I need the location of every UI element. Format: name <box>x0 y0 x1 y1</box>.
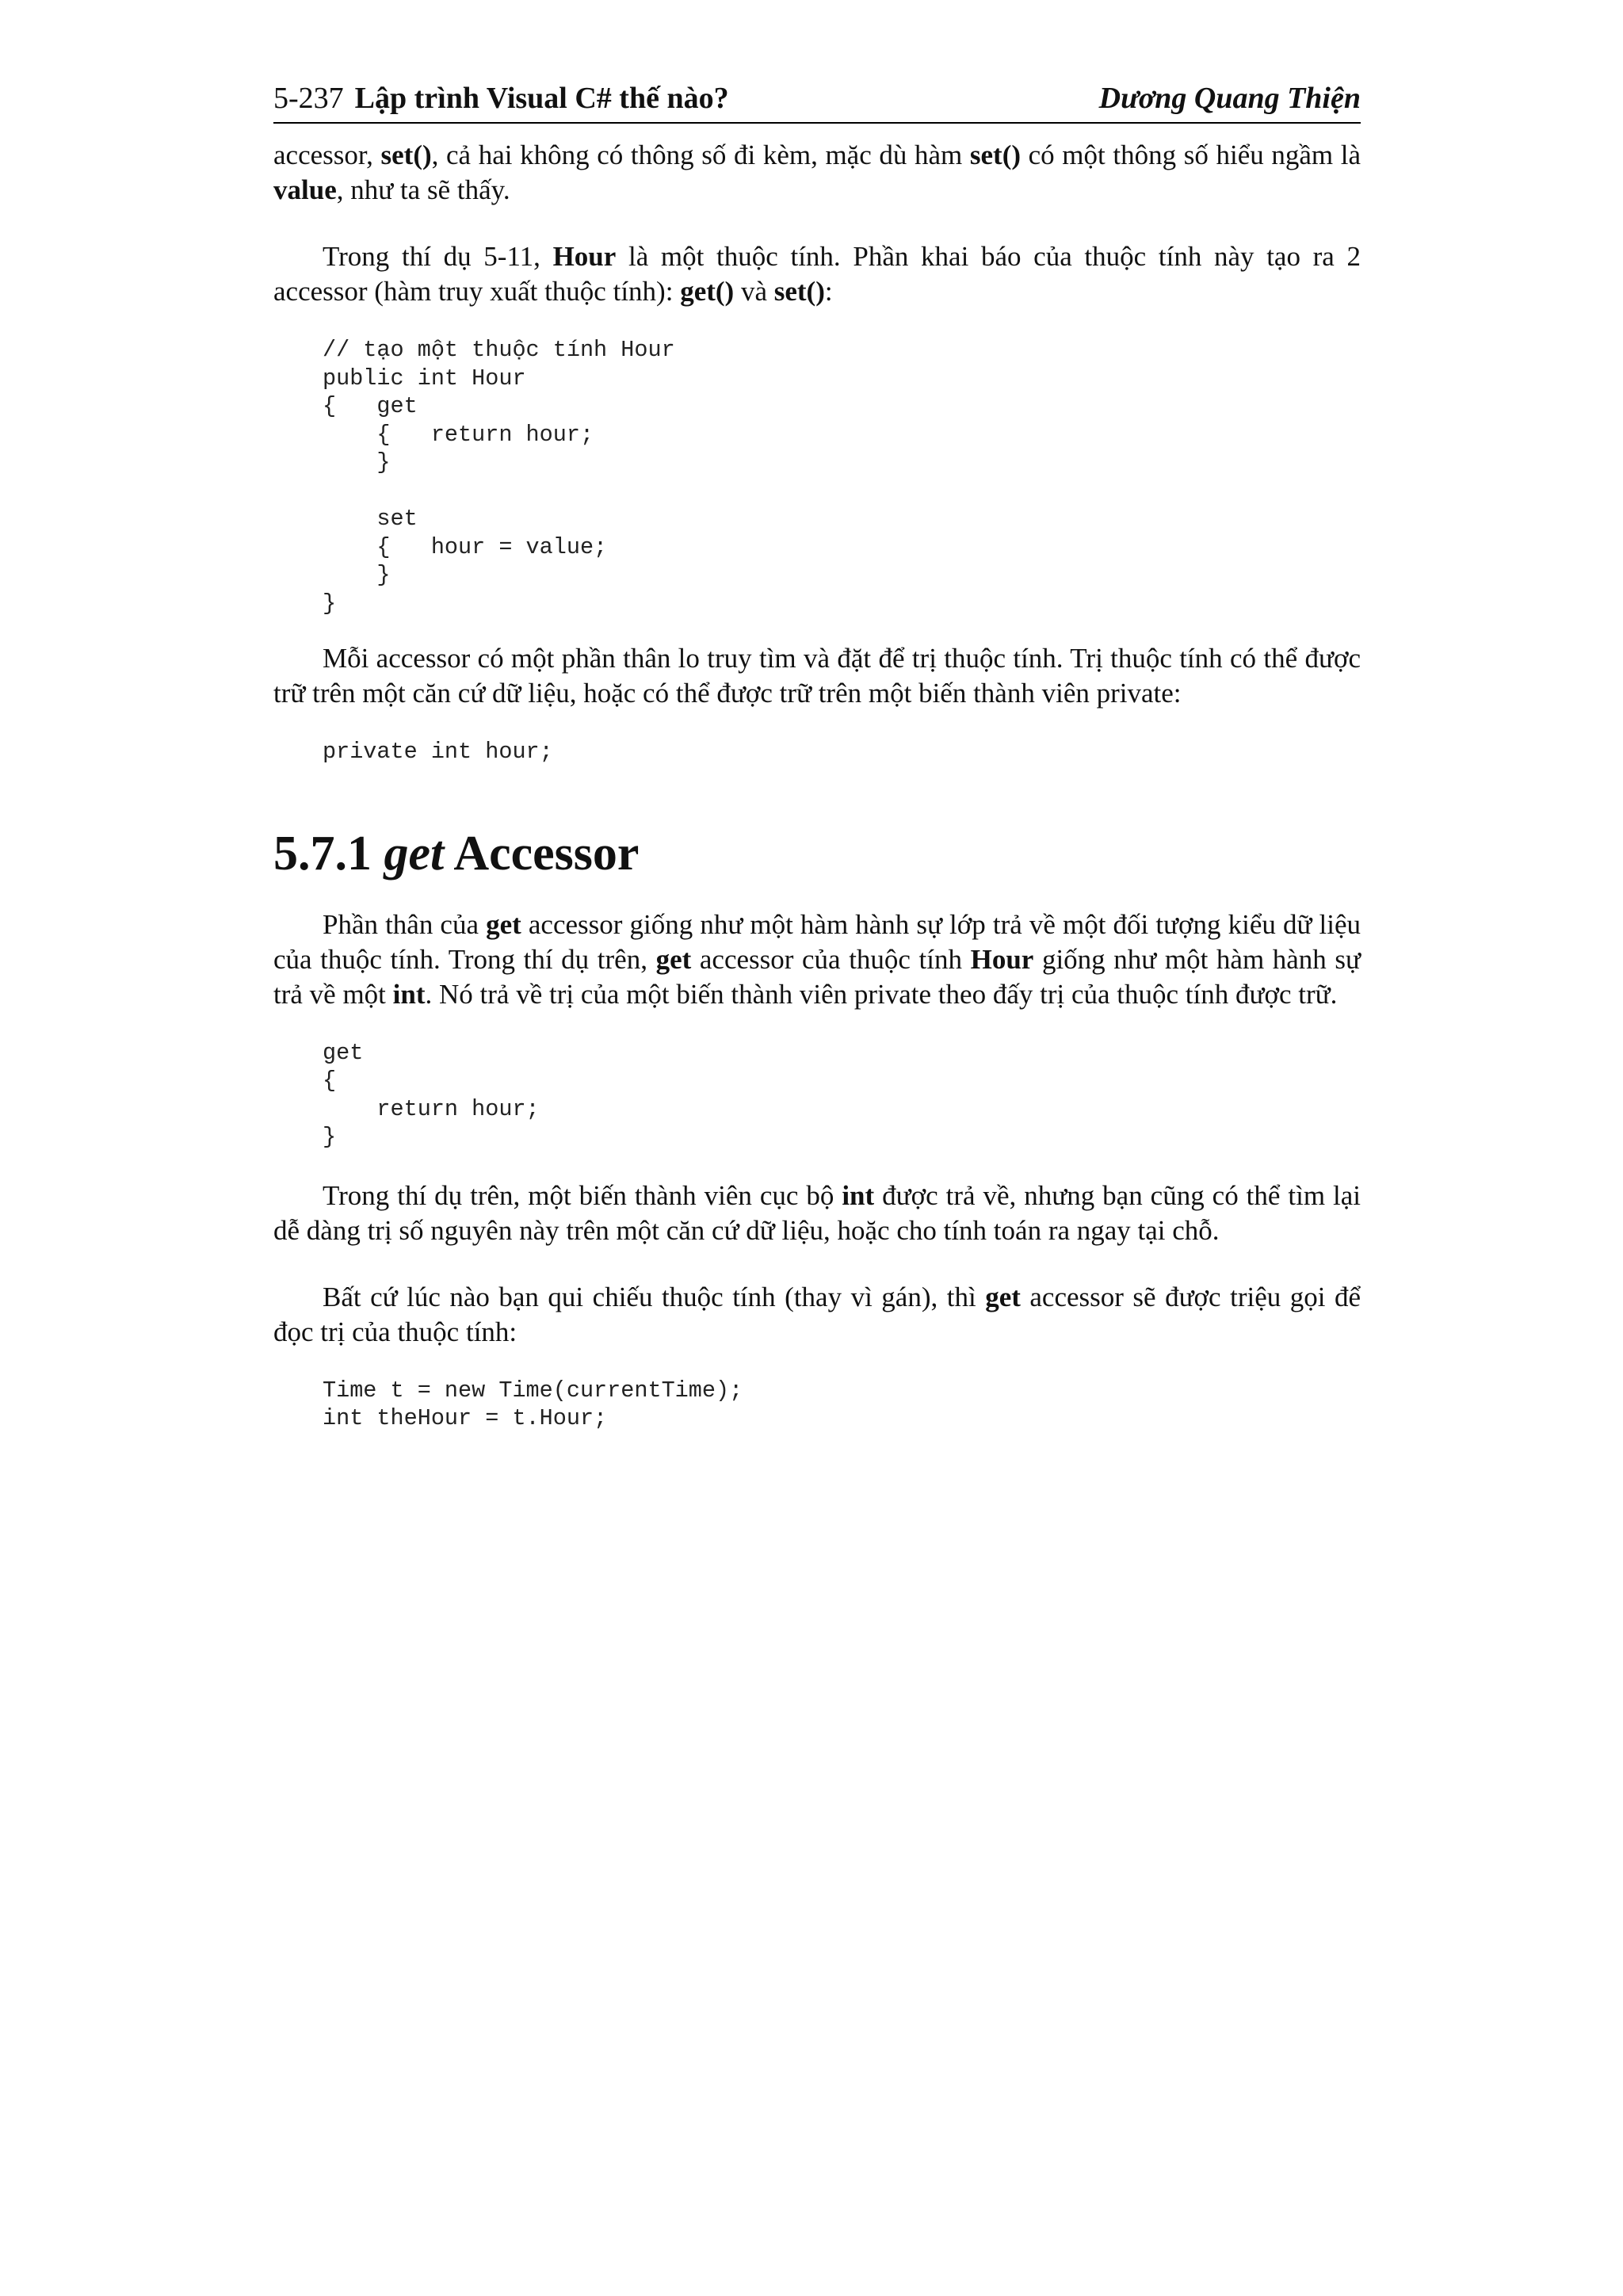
paragraph-4: Phần thân của get accessor giống như một hàm hành sự lớp trả về một đối tượng kiểu dữ liệu của thuộc tính. Trong thí dụ trên, get accessor của thuộc tính Hour giống như một hàm hành sự trả về một int. Nó trả về trị của một biến thành viên private theo đấy trị của thuộc tính được trữ. <box>273 908 1361 1010</box>
book-title: Lập trình Visual C# thế nào? <box>354 82 729 115</box>
code-block-hour-property: // tạo một thuộc tính Hour public int Hour { get { return hour; } set { hour = value; } } <box>323 337 675 617</box>
section-heading: 5.7.1 get Accessor <box>273 826 640 881</box>
code-block-usage: Time t = new Time(currentTime); int theHour = t.Hour; <box>323 1377 743 1431</box>
page-header <box>273 76 1361 124</box>
code-block-private-field: private int hour; <box>323 739 553 765</box>
document-page <box>273 76 1361 1433</box>
paragraph-5: Trong thí dụ trên, một biến thành viên cục bộ int được trả về, nhưng bạn cũng có thể tìm lại dễ dàng trị số nguyên này trên một căn cứ dữ liệu, hoặc cho tính toán ra ngay tại chỗ. <box>273 1179 1361 1246</box>
paragraph-1: accessor, set(), cả hai không có thông số đi kèm, mặc dù hàm set() có một thông số hiểu ngầm là value, như ta sẽ thấy. <box>273 139 1361 205</box>
code-block-get: get { return hour; } <box>323 1039 540 1150</box>
author-name: Dương Quang Thiện <box>1098 82 1361 115</box>
page-number: 5-237 <box>273 82 344 115</box>
paragraph-6: Bất cứ lúc nào bạn qui chiếu thuộc tính (thay vì gán), thì get accessor sẽ được triệu gọi để đọc trị của thuộc tính: <box>273 1281 1361 1347</box>
header-left <box>273 76 729 120</box>
paragraph-3: Mỗi accessor có một phần thân lo truy tìm và đặt để trị thuộc tính. Trị thuộc tính có thể được trữ trên một căn cứ dữ liệu, hoặc có thể được trữ trên một biến thành viên private: <box>273 643 1361 709</box>
paragraph-2: Trong thí dụ 5-11, Hour là một thuộc tính. Phần khai báo của thuộc tính này tạo ra 2 accessor (hàm truy xuất thuộc tính): get() và set(): <box>273 241 1361 307</box>
